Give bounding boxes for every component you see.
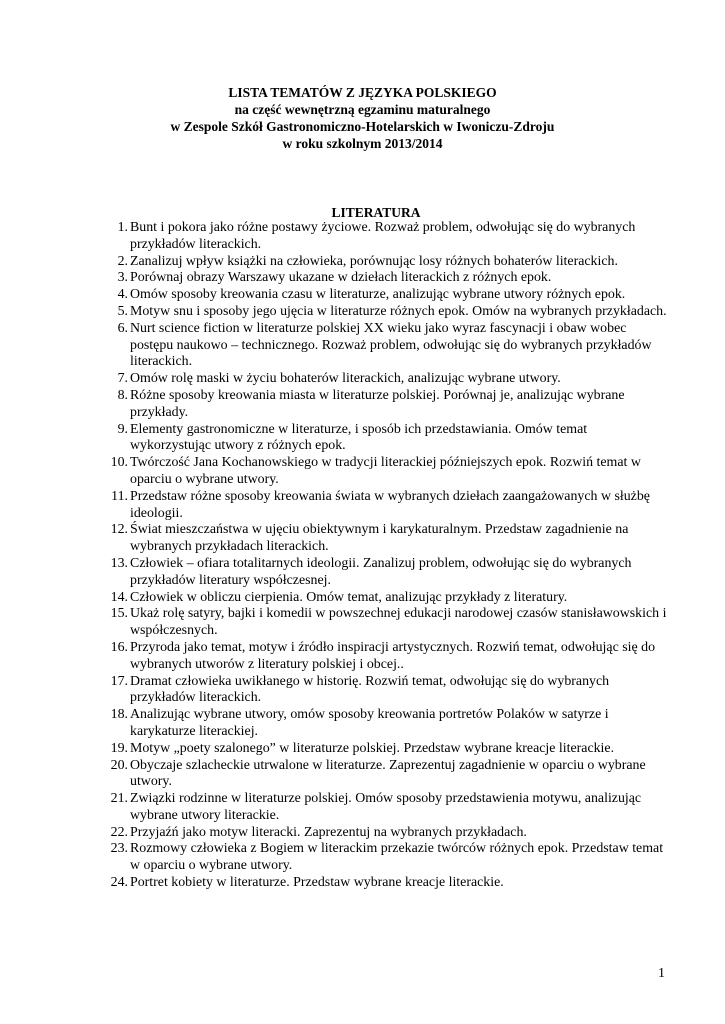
topic-text: Twórczość Jana Kochanowskiego w tradycji literackiej późniejszych epok. Rozwiń temat w oparciu o wybrane utwory. [130, 455, 641, 487]
topic-number: 2. [117, 253, 128, 269]
topic-number: 17. [110, 673, 128, 689]
topic-item [0, 522, 725, 556]
topic-text: Portret kobiety w literaturze. Przedstaw wybrane kreacje literackie. [130, 875, 504, 891]
topic-text: Bunt i pokora jako różne postawy życiowe. Rozważ problem, odwołując się do wybranych przykładów literackich. [130, 220, 636, 252]
topic-number: 4. [117, 287, 128, 303]
topic-text: Przyroda jako temat, motyw i źródło inspiracji artystycznych. Rozwiń temat, odwołując się do wybranych utworów z literatury polskiej i obcej.. [130, 639, 656, 672]
topic-text: Motyw „poety szalonego” w literaturze polskiej. Przedstaw wybrane kreacje literackie. [130, 740, 615, 756]
topic-text: Ukaż rolę satyry, bajki i komedii w powszechnej edukacji narodowej czasów stanisławowskich i współczesnych. [130, 606, 667, 639]
topic-text: Człowiek – ofiara totalitarnych ideologii. Zanalizuj problem, odwołując się do wybranych przykładów literatury współczesnej. [130, 555, 632, 588]
topic-item [0, 741, 725, 758]
topic-number: 11. [111, 488, 128, 504]
topic-number: 5. [117, 303, 128, 319]
topic-text: Analizując wybrane utwory, omów sposoby kreowania portretów Polaków w satyrze i karykaturze literackiej. [130, 707, 609, 739]
topic-number: 1. [117, 220, 128, 235]
header-school-year: w roku szkolnym 2013/2014 [282, 136, 443, 151]
topic-number: 3. [117, 270, 128, 286]
topic-number: 14. [110, 589, 128, 605]
topic-number: 9. [117, 421, 128, 437]
topic-item [0, 422, 725, 456]
topic-item [0, 254, 725, 271]
topic-text: Elementy gastronomiczne w literaturze, i sposób ich przedstawiania. Omów temat wykorzystując utwory z różnych epok. [130, 421, 588, 454]
topic-item [0, 220, 725, 254]
topic-item [0, 388, 725, 422]
topic-number: 16. [110, 639, 128, 655]
topic-text: Różne sposoby kreowania miasta w literaturze polskiej. Porównaj je, analizując wybrane przykłady. [130, 387, 625, 420]
topic-number: 23. [110, 841, 128, 857]
topic-number: 19. [110, 740, 128, 756]
topic-text: Nurt science fiction w literaturze polskiej XX wieku jako wyraz fascynacji i obaw wobec postępu naukowo – technicznego. Rozważ problem, odwołując się do wybranych przykładów literackich. [130, 320, 652, 370]
topic-text: Zanalizuj wpływ książki na człowieka, porównując losy różnych bohaterów literackich. [130, 253, 618, 269]
topic-text: Człowiek w obliczu cierpienia. Omów temat, analizując przykłady z literatury. [130, 589, 568, 605]
topic-text: Świat mieszczaństwa w ujęciu obiektywnym i karykaturalnym. Przedstaw zagadnienie na wybranych przykładach literackich. [130, 522, 629, 555]
header-subtitle: na część wewnętrzną egzaminu maturalnego [234, 102, 491, 117]
topic-text: Dramat człowieka uwikłanego w historię. Rozwiń temat, odwołując się do wybranych przykładów literackich. [130, 673, 610, 706]
topic-number: 21. [110, 791, 128, 807]
topic-number: 10. [110, 455, 128, 471]
topic-text: Omów rolę maski w życiu bohaterów literackich, analizując wybrane utwory. [130, 371, 561, 387]
topic-item [0, 875, 725, 892]
topic-item [0, 825, 725, 842]
topic-item [0, 270, 725, 287]
header-school: w Zespole Szkół Gastronomiczno-Hotelarskich w Iwoniczu-Zdroju [170, 119, 555, 134]
topic-number: 8. [117, 387, 128, 403]
topic-number: 20. [110, 757, 128, 773]
topic-item [0, 841, 725, 875]
topic-item [0, 791, 725, 825]
header-title: LISTA TEMATÓW Z JĘZYKA POLSKIEGO [228, 85, 497, 100]
topic-text: Porównaj obrazy Warszawy ukazane w dziełach literackich z różnych epok. [130, 270, 552, 286]
topic-item [0, 707, 725, 741]
topic-number: 18. [110, 707, 128, 723]
topic-item [0, 321, 725, 371]
document-header [0, 84, 725, 152]
section-title-literatura: LITERATURA [331, 205, 421, 220]
topic-text: Przedstaw różne sposoby kreowania świata w wybranych dziełach zaangażowanych w służbę ideologii. [130, 488, 650, 521]
topic-number: 22. [110, 824, 128, 840]
topics-list [0, 220, 725, 892]
topic-item [0, 371, 725, 388]
topic-item [0, 758, 725, 792]
topic-number: 7. [117, 371, 128, 387]
topic-number: 12. [110, 522, 128, 538]
topic-text: Rozmowy człowieka z Bogiem w literackim przekazie twórców różnych epok. Przedstaw temat w oparciu o wybrane utwory. [130, 841, 664, 874]
topic-text: Obyczaje szlacheckie utrwalone w literaturze. Zaprezentuj zagadnienie w oparciu o wybrane utwory. [130, 757, 646, 790]
topic-item [0, 590, 725, 607]
topic-text: Omów sposoby kreowania czasu w literaturze, analizując wybrane utwory różnych epok. [130, 287, 626, 303]
topic-text: Związki rodzinne w literaturze polskiej. Omów sposoby przedstawienia motywu, analizując wybrane utwory literackie. [130, 791, 642, 823]
topic-number: 15. [110, 606, 128, 622]
topic-item [0, 556, 725, 590]
topic-text: Przyjaźń jako motyw literacki. Zaprezentuj na wybranych przykładach. [130, 824, 527, 840]
topic-number: 13. [110, 555, 128, 571]
topic-number: 24. [110, 875, 128, 891]
topic-item [0, 674, 725, 708]
topic-item [0, 455, 725, 489]
topic-item [0, 304, 725, 321]
topic-text: Motyw snu i sposoby jego ujęcia w literaturze różnych epok. Omów na wybranych przykładach. [130, 303, 667, 319]
topic-item [0, 606, 725, 640]
topic-item [0, 640, 725, 674]
page-number: 1 [658, 966, 665, 981]
topic-item [0, 287, 725, 304]
topic-item [0, 489, 725, 523]
topic-number: 6. [117, 320, 128, 336]
